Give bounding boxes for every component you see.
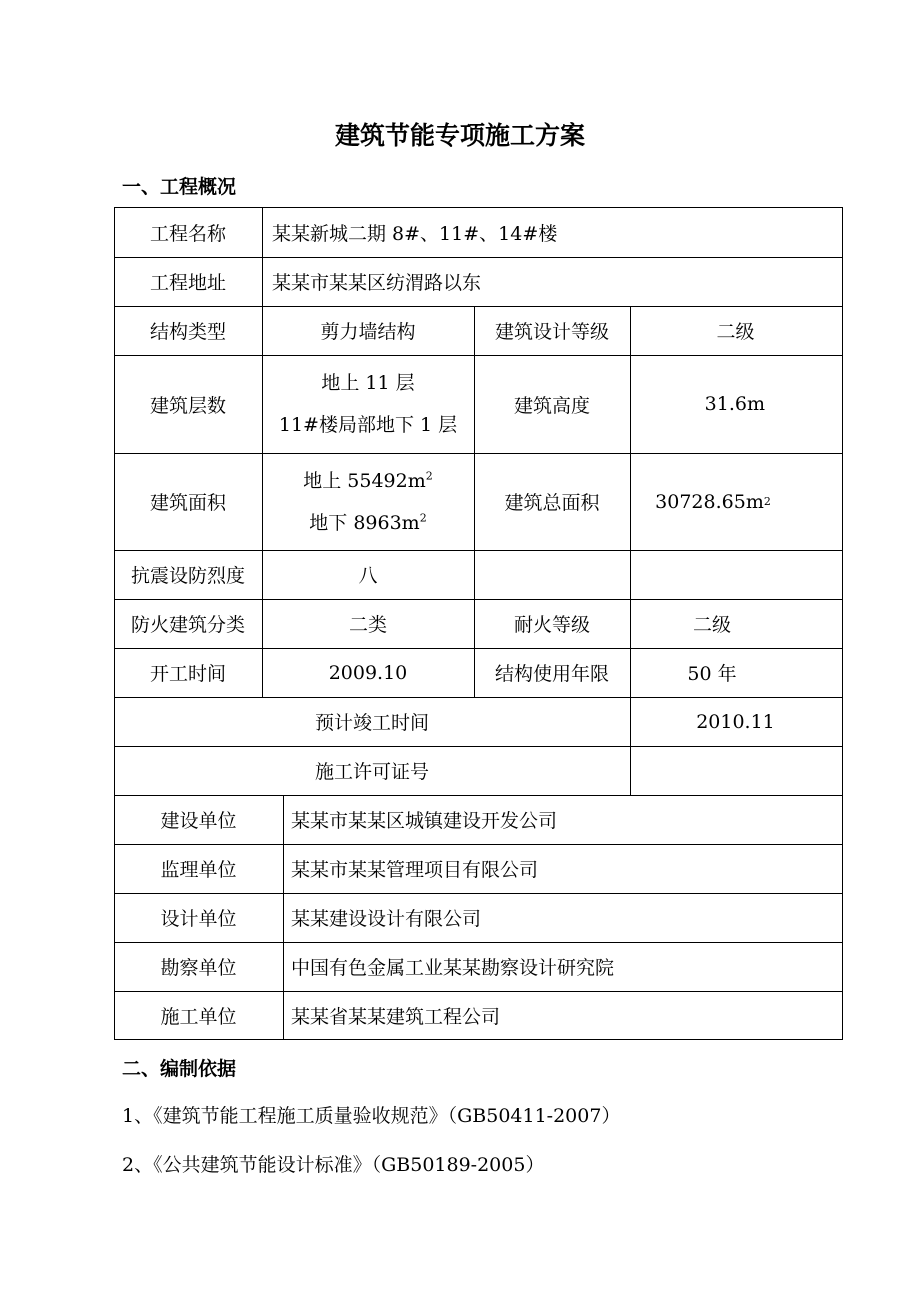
seismic-label: 抗震设防烈度 xyxy=(130,565,245,587)
supervisor-value: 某某市某某管理项目有限公司 xyxy=(291,859,539,881)
seismic-value: 八 xyxy=(358,565,378,587)
unit-superscript: 2 xyxy=(425,469,433,483)
area-value xyxy=(262,453,474,550)
contractor-label: 施工单位 xyxy=(160,1005,237,1028)
address-label: 工程地址 xyxy=(149,272,226,294)
section-heading-basis: 二、编制依据 xyxy=(122,1058,237,1080)
total-area-value: 30728.65m 2 xyxy=(655,490,771,513)
reference-item: 2、《公共建筑节能设计标准》（GB50189-2005） xyxy=(122,1154,545,1176)
table-rule xyxy=(283,795,284,1039)
floors-above-ground: 地上 11 层 xyxy=(321,372,415,394)
unit-superscript: 2 xyxy=(419,511,427,525)
structure-label: 结构类型 xyxy=(149,321,226,343)
permit-value xyxy=(630,746,841,795)
owner-label: 建设单位 xyxy=(160,810,237,832)
supervisor-label: 监理单位 xyxy=(160,859,237,881)
fire-class-value: 二类 xyxy=(348,614,387,636)
floors-value xyxy=(262,355,474,453)
structure-value: 剪力墙结构 xyxy=(320,321,416,343)
service-life-label: 结构使用年限 xyxy=(494,663,609,685)
address-value: 某某市某某区纺渭路以东 xyxy=(272,272,482,294)
fire-class-label: 防火建筑分类 xyxy=(130,614,245,636)
completion-value: 2010.11 xyxy=(696,710,775,733)
floors-label: 建筑层数 xyxy=(149,394,226,417)
owner-value: 某某市某某区城镇建设开发公司 xyxy=(291,810,558,832)
survey-value: 中国有色金属工业某某勘察设计研究院 xyxy=(291,957,615,979)
completion-label: 预计竣工时间 xyxy=(314,712,429,734)
area-above-text: 地上 55492m xyxy=(303,469,426,492)
start-value: 2009.10 xyxy=(328,661,408,684)
project-name-label: 工程名称 xyxy=(149,223,226,245)
height-value-text: 31.6m xyxy=(704,393,765,415)
total-area-text: 30728.65m xyxy=(655,490,764,513)
area-label: 建筑面积 xyxy=(149,492,226,514)
area-below-ground xyxy=(309,502,426,544)
area-below-text: 地下 8963m xyxy=(309,511,420,534)
reference-item: 1、《建筑节能工程施工质量验收规范》（GB50411-2007） xyxy=(122,1105,621,1127)
height-label: 建筑高度 xyxy=(513,394,590,417)
project-name-value: 某某新城二期 8#、11#、14#楼 xyxy=(272,223,558,245)
service-life-value: 50 年 xyxy=(687,663,737,685)
contractor-value: 某某省某某建筑工程公司 xyxy=(291,1005,501,1028)
fire-rating-value: 二级 xyxy=(692,614,731,636)
designer-value: 某某建设设计有限公司 xyxy=(291,908,482,930)
permit-label: 施工许可证号 xyxy=(314,761,429,783)
fire-rating-label: 耐火等级 xyxy=(513,614,590,636)
document-title: 建筑节能专项施工方案 xyxy=(334,121,585,150)
design-grade-value: 二级 xyxy=(716,321,755,343)
total-area-label: 建筑总面积 xyxy=(504,492,600,514)
height-value xyxy=(630,355,810,453)
designer-label: 设计单位 xyxy=(160,908,237,930)
area-above-ground xyxy=(303,460,433,502)
floors-below-ground: 11#楼局部地下 1 层 xyxy=(278,414,458,436)
start-label: 开工时间 xyxy=(149,663,226,685)
design-grade-label: 建筑设计等级 xyxy=(494,321,609,343)
section-heading-overview: 一、工程概况 xyxy=(122,176,237,198)
survey-label: 勘察单位 xyxy=(160,957,237,979)
